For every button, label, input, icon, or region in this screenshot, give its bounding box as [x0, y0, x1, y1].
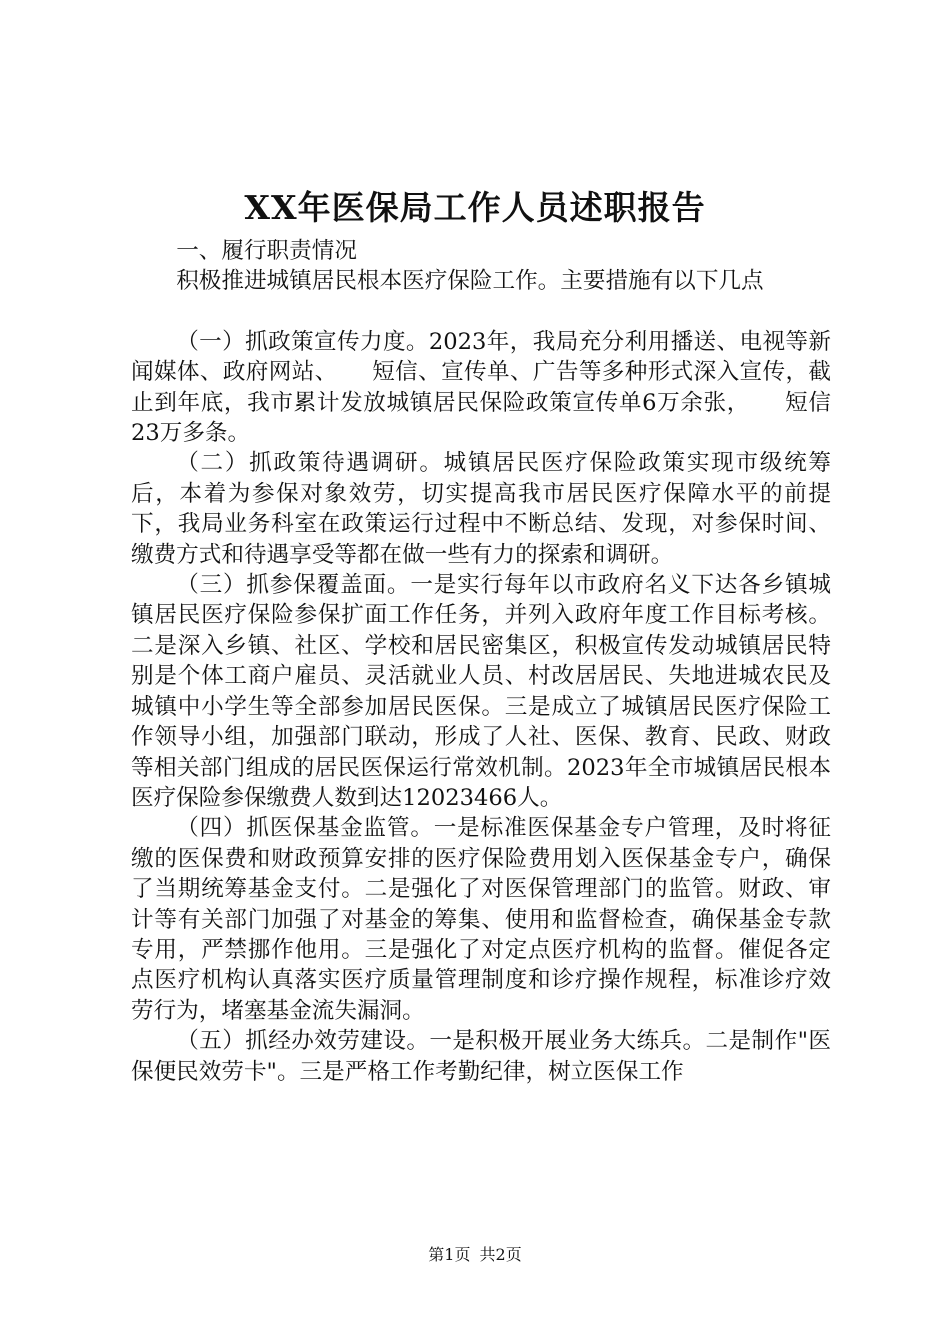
paragraph-item-2: （二）抓政策待遇调研。城镇居民医疗保险政策实现市级统筹后，本着为参保对象效劳，切实提高我市居民医疗保障水平的前提下，我局业务科室在政策运行过程中不断总结、发现，对参保时间、缴费方式和待遇享受等都在做一些有力的探索和调研。: [131, 450, 831, 568]
page-footer: [0, 1244, 950, 1266]
paragraph-intro: 积极推进城镇居民根本医疗保险工作。主要措施有以下几点: [176, 268, 764, 295]
page-number: 第1页: [428, 1245, 471, 1264]
paragraph-item-1: （一）抓政策宣传力度。2023年，我局充分利用播送、电视等新闻媒体、政府网站、 短信、宣传单、广告等多种形式深入宣传，截止到年底，我市累计发放城镇居民保险政策宣传单6万余张， 短信23万多条。: [131, 328, 831, 447]
paragraph-item-4: （四）抓医保基金监管。一是标准医保基金专户管理，及时将征缴的医保费和财政预算安排的医疗保险费用划入医保基金专户，确保了当期统筹基金支付。二是强化了对医保管理部门的监管。财政、审计等有关部门加强了对基金的筹集、使用和监督检查，确保基金专款专用，严禁挪作他用。三是强化了对定点医疗机构的监督。催促各定点医疗机构认真落实医疗质量管理制度和诊疗操作规程，标准诊疗效劳行为，堵塞基金流失漏洞。: [131, 815, 831, 1024]
paragraph-item-5: （五）抓经办效劳建设。一是积极开展业务大练兵。二是制作"医保便民效劳卡"。三是严格工作考勤纪律，树立医保工作: [131, 1028, 831, 1085]
paragraph-item-3: （三）抓参保覆盖面。一是实行每年以市政府名义下达各乡镇城镇居民医疗保险参保扩面工作任务，并列入政府年度工作目标考核。二是深入乡镇、社区、学校和居民密集区，积极宣传发动城镇居民特别是个体工商户雇员、灵活就业人员、村改居居民、失地进城农民及城镇中小学生等全部参加居民医保。三是成立了城镇居民医疗保险工作领导小组，加强部门联动，形成了人社、医保、教育、民政、财政等相关部门组成的居民医保运行常效机制。2023年全市城镇居民根本医疗保险参保缴费人数到达12023466人。: [131, 572, 831, 811]
document-title: XX年医保局工作人员述职报告: [244, 188, 706, 227]
page-total: 共2页: [479, 1245, 522, 1264]
document-body: [131, 236, 831, 1087]
section-heading: 一、履行职责情况: [176, 238, 357, 264]
